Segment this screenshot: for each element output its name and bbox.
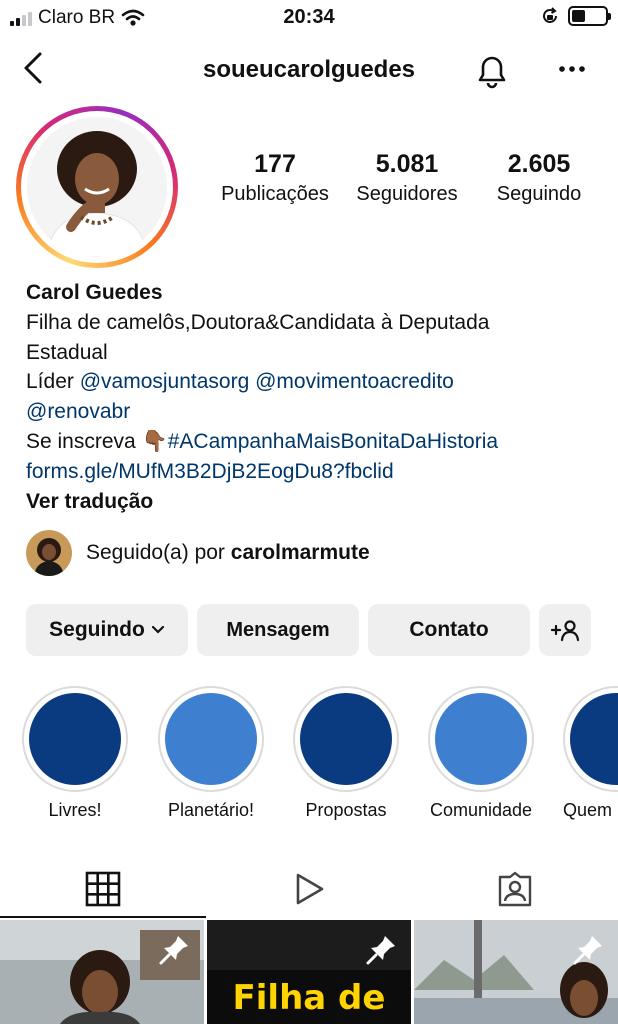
bio-line [26, 397, 596, 427]
post-thumbnail[interactable] [207, 920, 411, 1024]
stat-followers[interactable] [342, 150, 472, 206]
mention-link[interactable]: @movimentoacredito [255, 370, 454, 394]
highlight-cover [300, 693, 392, 785]
message-button[interactable] [197, 604, 359, 656]
highlight-item[interactable] [563, 686, 618, 826]
followers-label: Seguidores [356, 183, 458, 205]
highlight-item[interactable] [158, 686, 264, 821]
following-count: 2.605 [507, 150, 571, 178]
followed-by-user[interactable]: carolmarmute [230, 541, 370, 564]
add-person-icon [550, 618, 580, 642]
pin-icon [158, 932, 192, 966]
status-right [540, 6, 608, 26]
bio-line: Estadual [26, 340, 108, 364]
posts-grid [0, 920, 618, 1024]
profile-bio [26, 278, 596, 516]
message-button-label: Mensagem [226, 618, 330, 641]
profile-avatar [27, 117, 167, 257]
follower-avatar [26, 530, 72, 576]
highlight-label: Planetário! [167, 800, 255, 820]
followers-count: 5.081 [375, 150, 439, 178]
profile-header [0, 40, 618, 98]
mention-link[interactable]: @vamosjuntasorg [79, 370, 250, 394]
contact-button[interactable] [368, 604, 530, 656]
pin-icon [572, 932, 606, 966]
posts-label: Publicações [221, 183, 329, 205]
display-name: Carol Guedes [26, 281, 163, 304]
bio-line: Se inscreva 👇🏾#ACampanhaMaisBonitaDaHistoria [26, 429, 499, 453]
username-title: soueucarolguedes [202, 56, 416, 83]
suggest-users-button[interactable] [539, 604, 591, 656]
highlight-label: Quem [563, 800, 613, 820]
orientation-lock-icon [540, 6, 560, 26]
pointing-down-icon: 👇🏾 [141, 429, 168, 453]
battery-icon [568, 6, 608, 26]
post-thumbnail[interactable] [414, 920, 618, 1024]
highlight-label: Livres! [48, 800, 102, 820]
highlight-cover [435, 693, 527, 785]
posts-count: 177 [254, 150, 296, 178]
stat-posts[interactable] [210, 150, 340, 206]
status-bar [0, 0, 618, 34]
hashtag-link[interactable]: #ACampanhaMaisBonitaDaHistoria [167, 429, 499, 453]
more-options-icon[interactable] [555, 54, 589, 84]
grid-icon [85, 871, 121, 907]
profile-tabs [0, 858, 618, 920]
carrier-name: Claro BR [38, 7, 116, 28]
tab-posts-grid[interactable] [0, 858, 206, 920]
bio-line: Filha de camelôs,Doutora&Candidata à Deputada [26, 310, 490, 334]
story-ring[interactable] [16, 106, 178, 268]
tab-reels[interactable] [206, 858, 412, 920]
see-translation-link[interactable]: Ver tradução [26, 489, 154, 513]
followed-by[interactable] [26, 530, 370, 576]
highlight-item[interactable] [293, 686, 399, 821]
stat-following[interactable] [474, 150, 604, 206]
chevron-down-icon [151, 625, 165, 635]
following-label: Seguindo [496, 183, 582, 205]
highlight-item[interactable] [22, 686, 128, 821]
highlight-cover [29, 693, 121, 785]
highlight-label: Propostas [305, 800, 387, 820]
mention-link[interactable]: @renovabr [26, 400, 131, 424]
following-button[interactable] [26, 604, 188, 656]
highlight-item[interactable] [428, 686, 534, 821]
bio-line: Líder @vamosjuntasorg @movimentoacredito [26, 370, 454, 394]
highlight-cover [165, 693, 257, 785]
tab-tagged[interactable] [412, 858, 618, 920]
bell-icon[interactable] [472, 50, 512, 90]
contact-button-label: Contato [409, 618, 489, 641]
post-overlay-text: Filha de [232, 978, 386, 1018]
highlight-cover [570, 693, 618, 785]
bio-url-link[interactable]: forms.gle/MUfM3B2DjB2EogDu8?fbclid [26, 459, 394, 483]
followed-by-prefix: Seguido(a) por [86, 541, 231, 564]
clock: 20:34 [283, 6, 335, 28]
highlight-label: Comunidade [429, 800, 533, 820]
active-tab-indicator [0, 916, 206, 918]
tagged-person-icon [496, 871, 534, 907]
pin-icon [365, 932, 399, 966]
reels-play-icon [292, 871, 326, 907]
post-thumbnail[interactable] [0, 920, 204, 1024]
following-button-label: Seguindo [49, 618, 145, 641]
